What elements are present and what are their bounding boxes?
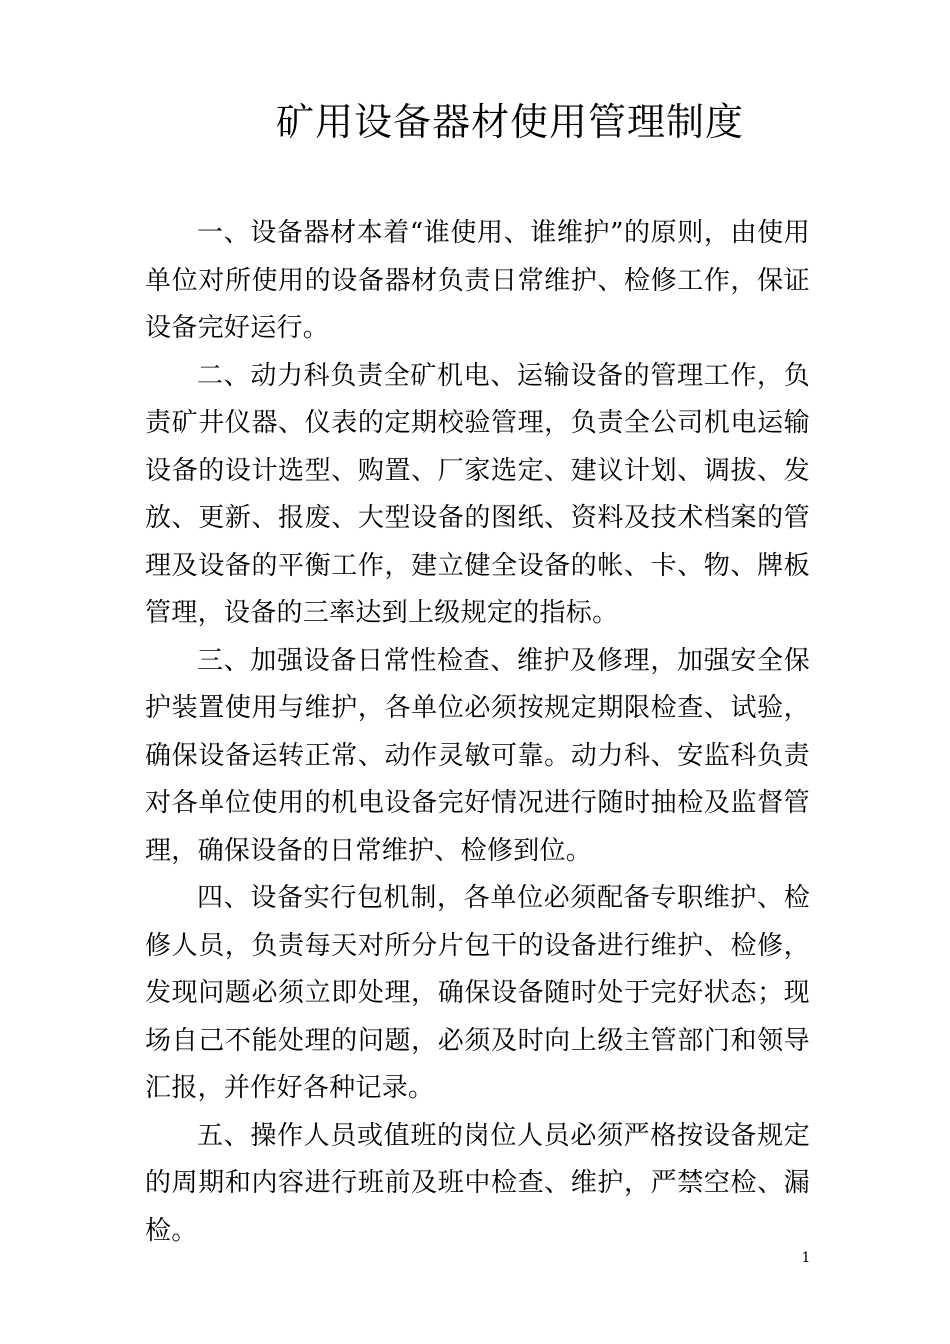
- paragraph-3: 三、加强设备日常性检查、维护及修理，加强安全保护装置使用与维护，各单位必须按规定期限检查、试验，确保设备运转正常、动作灵敏可靠。动力科、安监科负责对各单位使用的机电设备完好情况进行随时抽检及监督管理，确保设备的日常维护、检修到位。: [145, 645, 810, 866]
- paragraph-4: 四、设备实行包机制，各单位必须配备专职维护、检修人员，负责每天对所分片包干的设备进行维护、检修，发现问题必须立即处理，确保设备随时处于完好状态；现场自己不能处理的问题，必须及时向上级主管部门和领导汇报，并作好各种记录。: [145, 883, 810, 1103]
- paragraph-1: 一、设备器材本着“谁使用、谁维护”的原则，由使用单位对所使用的设备器材负责日常维护、检修工作，保证设备完好运行。: [145, 218, 810, 343]
- document-body: [145, 210, 810, 1255]
- paragraph-5: 五、操作人员或值班的岗位人员必须严格按设备规定的周期和内容进行班前及班中检查、维护，严禁空检、漏检。: [145, 1120, 810, 1246]
- document-title: 矿用设备器材使用管理制度: [275, 100, 744, 144]
- paragraph-2: 二、动力科负责全矿机电、运输设备的管理工作，负责矿井仪器、仪表的定期校验管理，负责全公司机电运输设备的设计选型、购置、厂家选定、建议计划、调拔、发放、更新、报废、大型设备的图纸、资料及技术档案的管理及设备的平衡工作，建立健全设备的帐、卡、物、牌板管理，设备的三率达到上级规定的指标。: [145, 360, 810, 628]
- page-number: 1: [801, 1250, 811, 1266]
